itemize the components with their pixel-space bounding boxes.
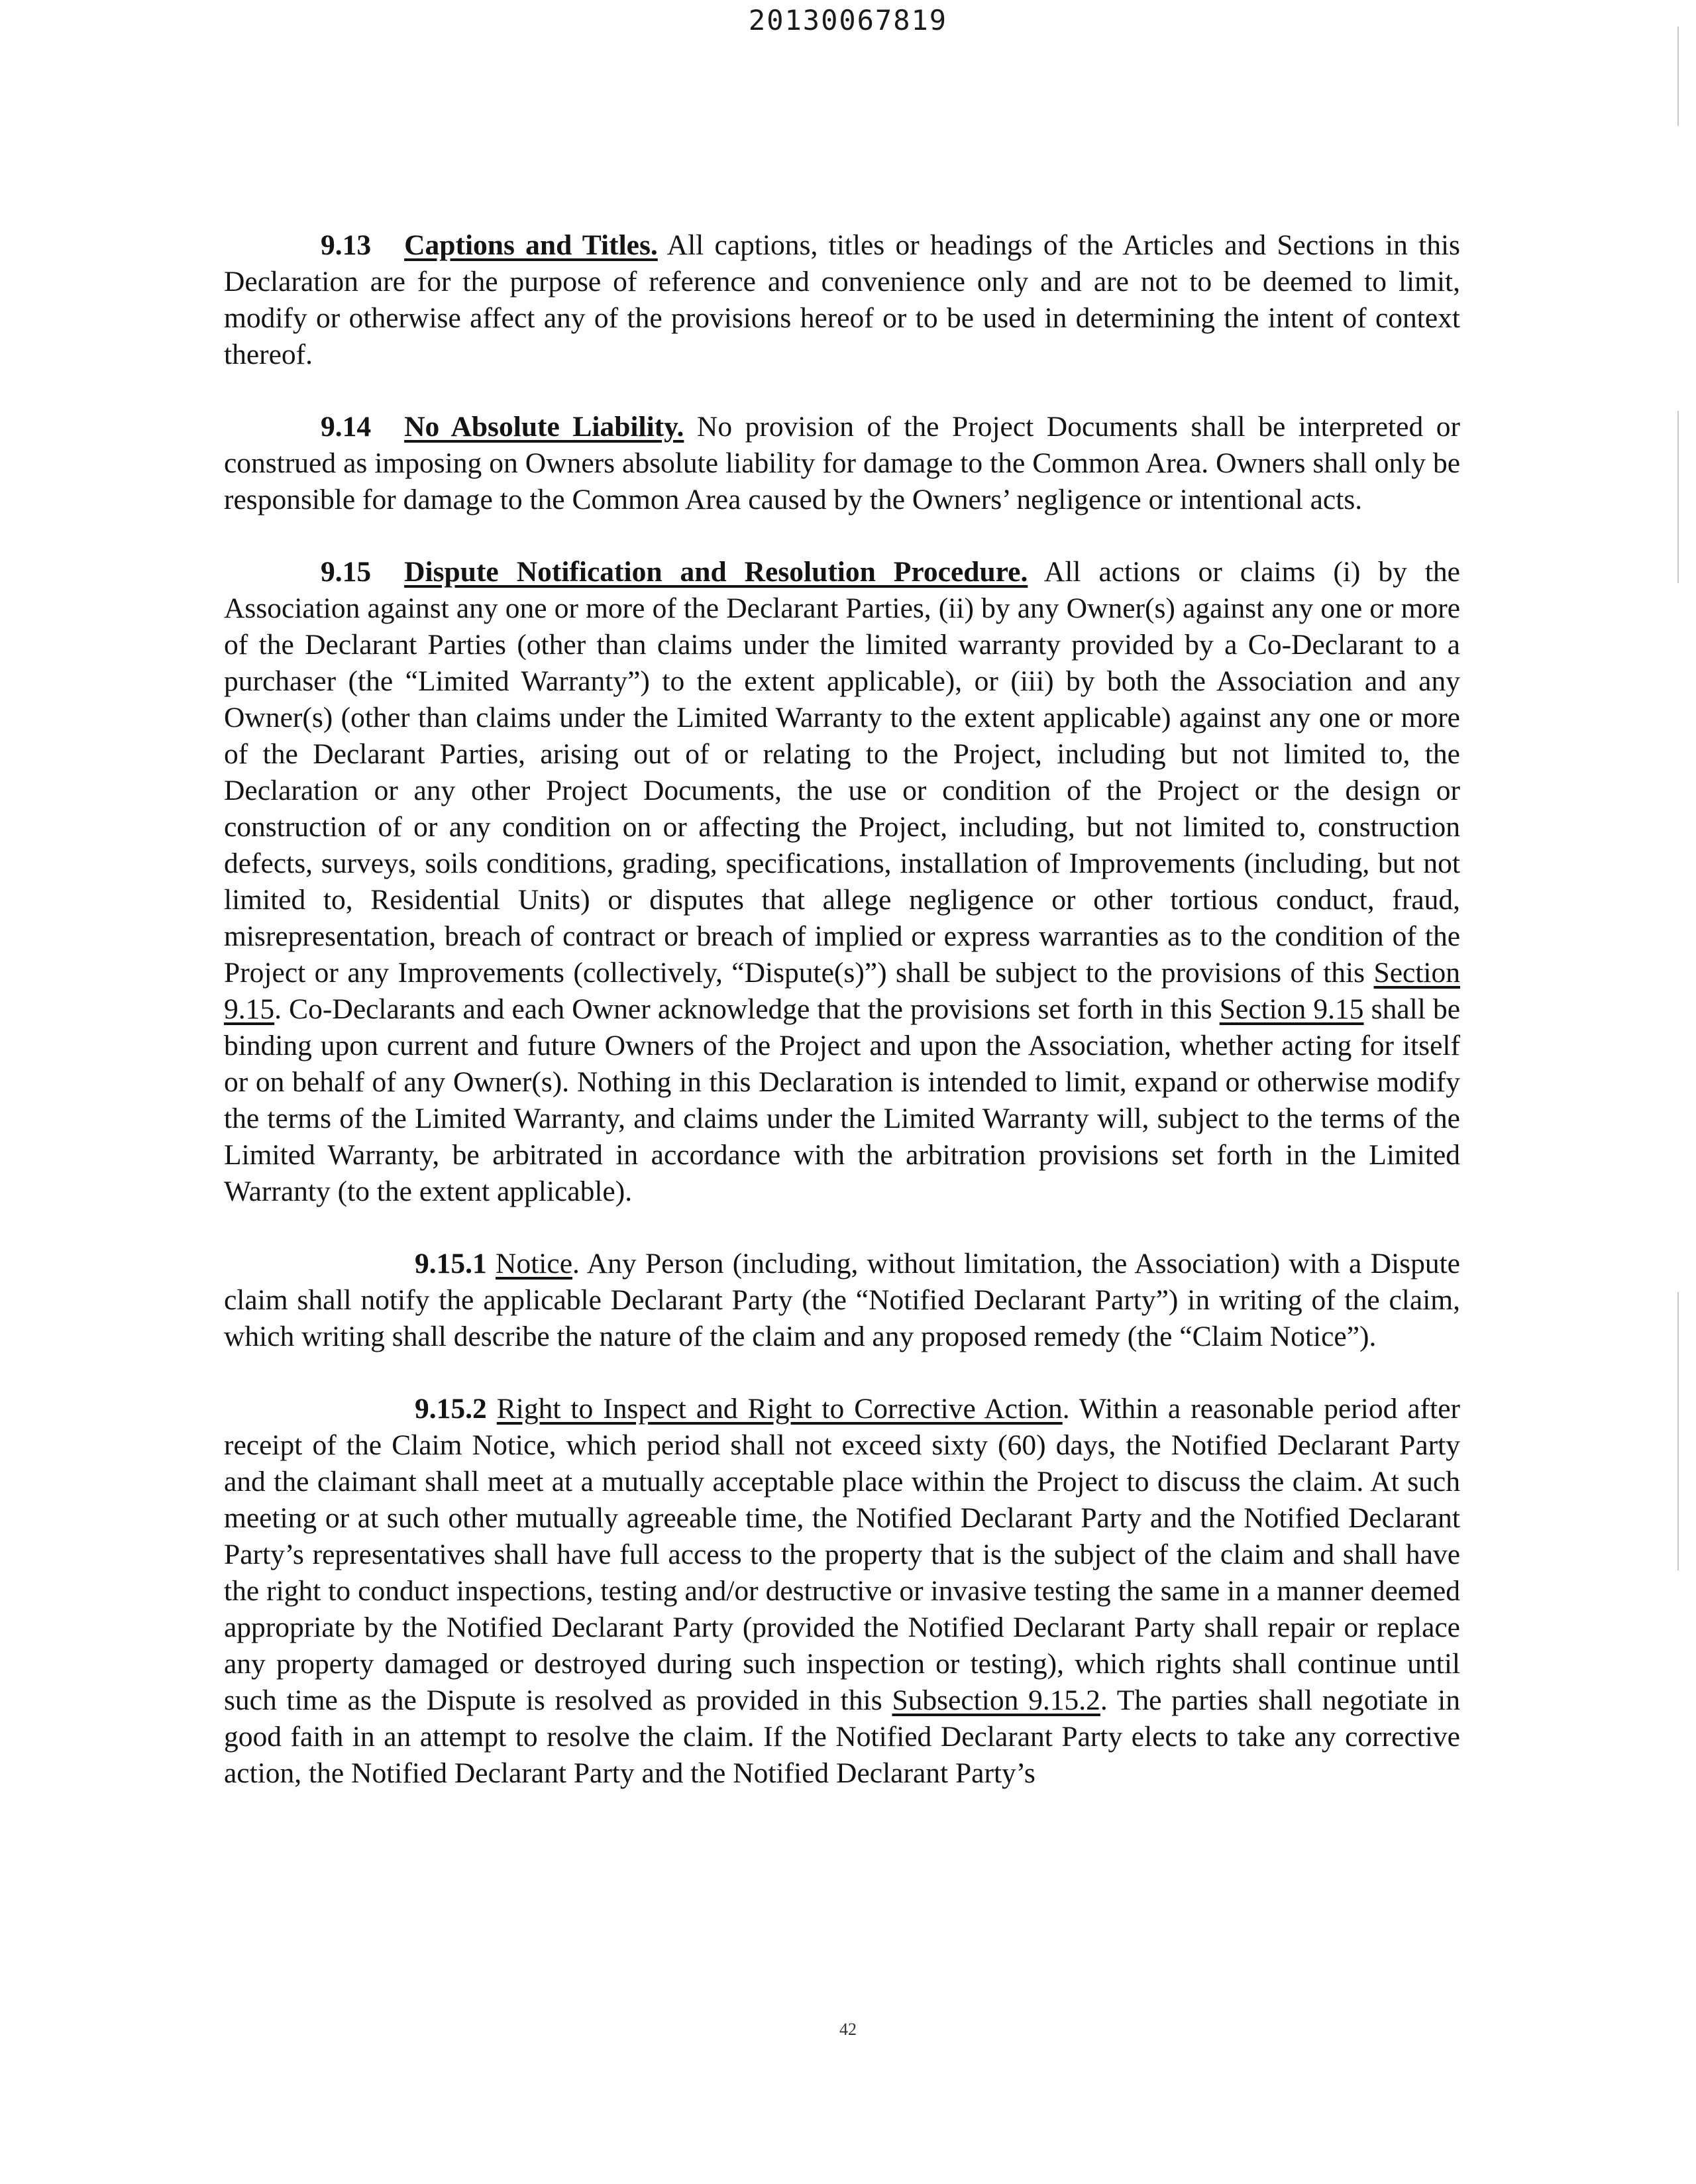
- section-text: No provision of the Project Documents shall be interpreted or construed as imposing on Owners absolute liability for damage to the Common Area. Owners shall only be responsible for damage to the Common Area caused by the Owners’ negligence or intentional acts.: [224, 411, 1460, 516]
- section-9-13: [224, 227, 1460, 373]
- section-9-14: [224, 409, 1460, 518]
- section-reference: Section 9.15: [1219, 993, 1364, 1025]
- scan-edge-mark: [1677, 411, 1679, 583]
- scan-edge-mark: [1677, 27, 1679, 126]
- section-text: . Any Person (including, without limitation, the Association) with a Dispute claim shall notify the applicable Declarant Party (the “Notified Declarant Party”) in writing of the claim, which writing shall describe the nature of the claim and any proposed remedy (the “Claim Notice”).: [224, 1248, 1460, 1352]
- section-reference: Section 9.15: [224, 957, 1460, 1025]
- document-number: 20130067819: [748, 4, 948, 36]
- section-text: . The parties shall negotiate in good faith in an attempt to resolve the claim. If the Notified Declarant Party elects to take any corrective action, the Notified Declarant Party and the Notified Declarant Party’s: [224, 1684, 1460, 1789]
- section-reference: Subsection 9.15.2: [892, 1684, 1100, 1716]
- section-text: . Within a reasonable period after receipt of the Claim Notice, which period shall not exceed sixty (60) days, the Notified Declarant Party and the claimant shall meet at a mutually acceptable place within the Project to discuss the claim. At such meeting or at such other mutually agreeable time, the Notified Declarant Party and the Notified Declarant Party’s representatives shall have full access to the property that is the subject of the claim and shall have the right to conduct inspections, testing and/or destructive or invasive testing the same in a manner deemed appropriate by the Notified Declarant Party (provided the Notified Declarant Party shall repair or replace any property damaged or destroyed during such inspection or testing), which rights shall continue until such time as the Dispute is resolved as provided in this: [224, 1393, 1460, 1716]
- subsection-number: 9.15.2: [415, 1393, 487, 1425]
- scan-edge-mark: [1677, 1292, 1679, 1570]
- subsection-title: Notice: [496, 1248, 572, 1280]
- section-text: . Co-Declarants and each Owner acknowledge that the provisions set forth in this: [274, 993, 1220, 1025]
- page-number: 42: [839, 2020, 857, 2039]
- section-title: Captions and Titles.: [404, 229, 658, 261]
- section-title: Dispute Notification and Resolution Procedure.: [404, 556, 1028, 588]
- section-text: All actions or claims (i) by the Association against any one or more of the Declarant Parties, (ii) by any Owner(s) against any one or more of the Declarant Parties (other than claims under the limited warranty provided by a Co-Declarant to a purchaser (the “Limited Warranty”) to the extent applicable), or (iii) by both the Association and any Owner(s) (other than claims under the Limited Warranty to the extent applicable) against any one or more of the Declarant Parties, arising out of or relating to the Project, including but not limited to, the Declaration or any other Project Documents, the use or condition of the Project or the design or construction of or any condition on or affecting the Project, including, but not limited to, construction defects, surveys, soils conditions, grading, specifications, installation of Improvements (including, but not limited to, Residential Units) or disputes that allege negligence or other tortious conduct, fraud, misrepresentation, breach of contract or breach of implied or express warranties as to the condition of the Project or any Improvements (collectively, “Dispute(s)”) shall be subject to the provisions of this: [224, 556, 1460, 989]
- section-9-15: [224, 554, 1460, 1210]
- section-text: shall be binding upon current and future Owners of the Project and upon the Association, whether acting for itself or on behalf of any Owner(s). Nothing in this Declaration is intended to limit, expand or otherwise modify the terms of the Limited Warranty, and claims under the Limited Warranty will, subject to the terms of the Limited Warranty, be arbitrated in accordance with the arbitration provisions set forth in the Limited Warranty (to the extent applicable).: [224, 993, 1460, 1207]
- section-9-15-2: [224, 1391, 1460, 1792]
- subsection-title: Right to Inspect and Right to Corrective Action: [496, 1393, 1063, 1425]
- section-text: All captions, titles or headings of the Articles and Sections in this Declaration are for the purpose of reference and convenience only and are not to be deemed to limit, modify or otherwise affect any of the provisions hereof or to be used in determining the intent of context thereof.: [224, 229, 1460, 370]
- section-9-15-1: [224, 1246, 1460, 1355]
- section-number: 9.15: [321, 556, 372, 588]
- section-number: 9.14: [321, 411, 372, 443]
- section-title: No Absolute Liability.: [404, 411, 684, 443]
- document-body: [224, 227, 1460, 1828]
- subsection-number: 9.15.1: [415, 1248, 487, 1280]
- section-number: 9.13: [321, 229, 372, 261]
